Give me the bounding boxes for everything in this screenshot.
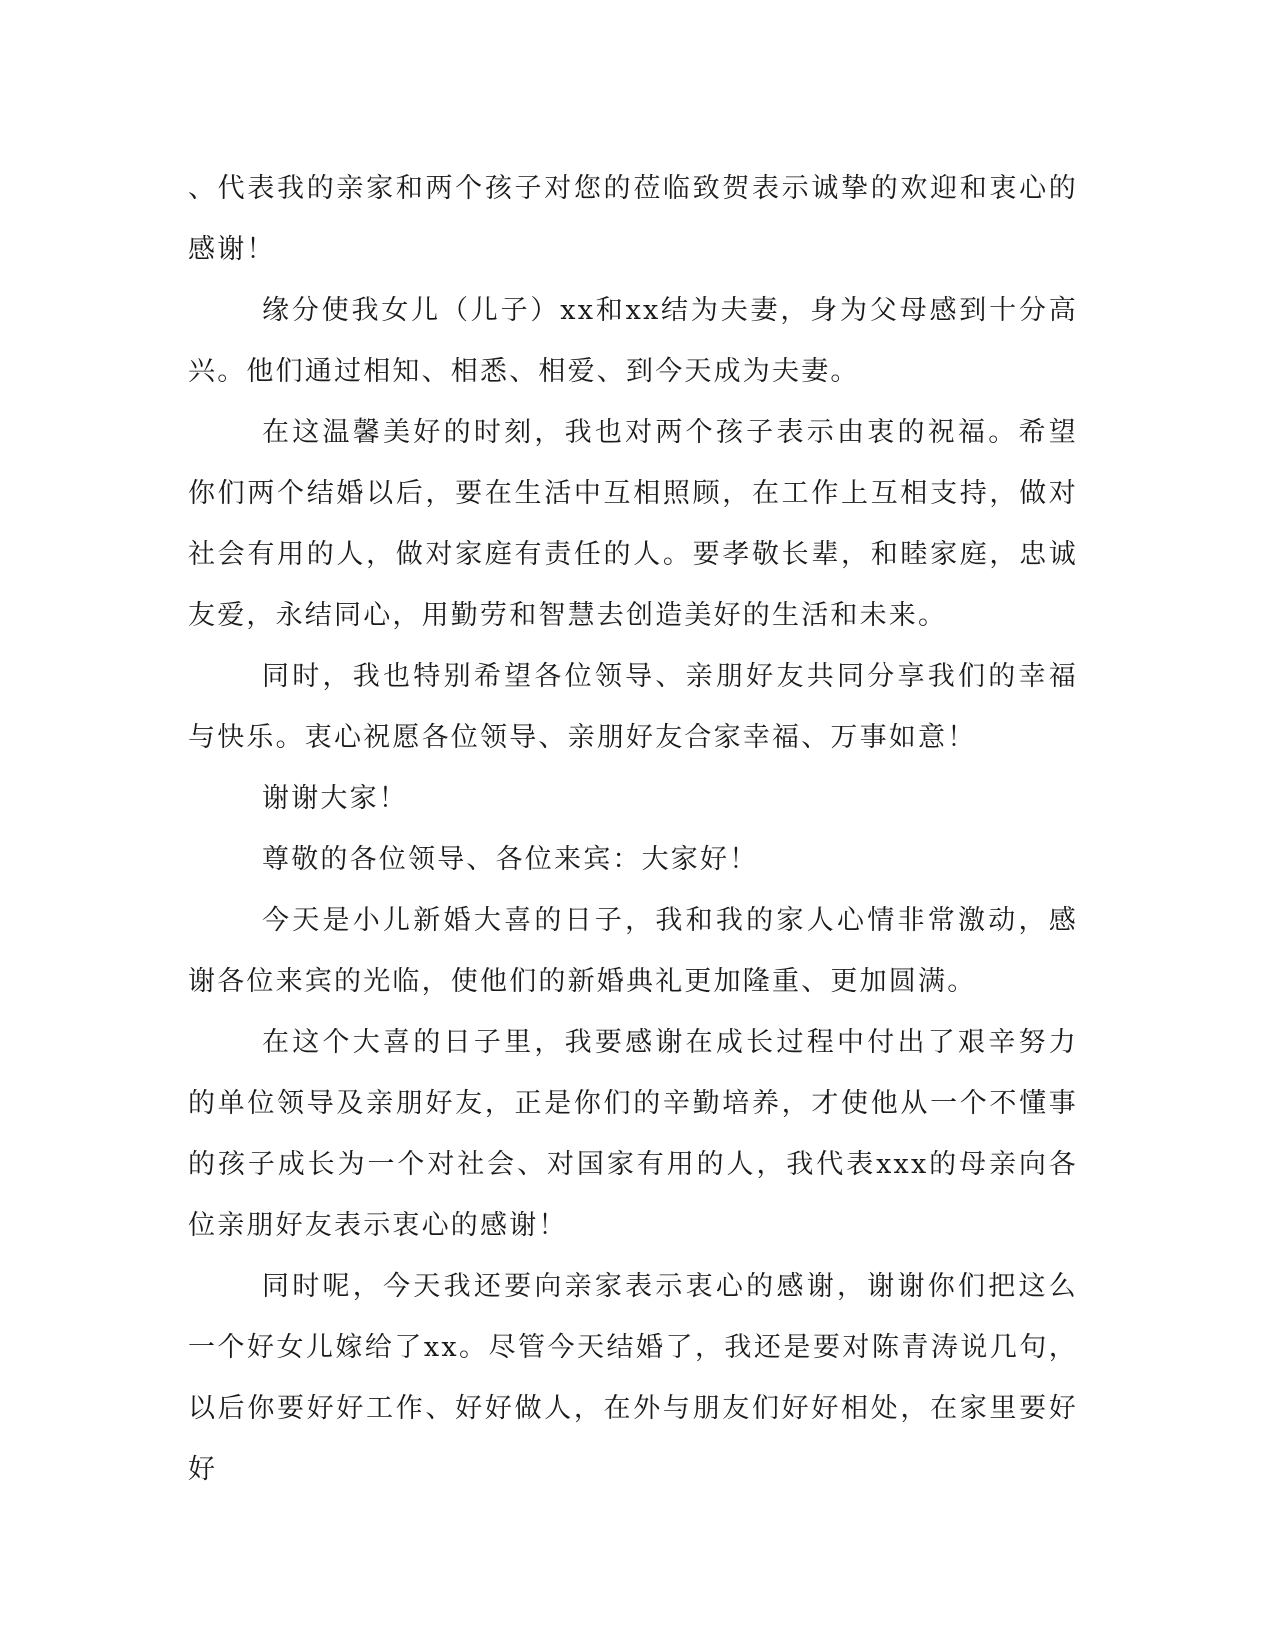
paragraph-4: 同时，我也特别希望各位领导、亲朋好友共同分享我们的幸福与快乐。衷心祝愿各位领导、亲朋好友合家幸福、万事如意！	[188, 661, 1078, 753]
document-body	[188, 158, 1078, 1500]
paragraph-9: 同时呢，今天我还要向亲家表示衷心的感谢，谢谢你们把这么一个好女儿嫁给了xx。尽管今天结婚了，我还是要对陈青涛说几句，以后你要好好工作、好好做人，在外与朋友们好好相处，在家里要好好	[188, 1271, 1078, 1485]
paragraph-7: 今天是小儿新婚大喜的日子，我和我的家人心情非常激动，感谢各位来宾的光临，使他们的新婚典礼更加隆重、更加圆满。	[188, 905, 1078, 997]
paragraph-5: 谢谢大家！	[262, 783, 408, 814]
paragraph-6: 尊敬的各位领导、各位来宾：大家好！	[262, 844, 759, 875]
paragraph-3: 在这温馨美好的时刻，我也对两个孩子表示由衷的祝福。希望你们两个结婚以后，要在生活中互相照顾，在工作上互相支持，做对社会有用的人，做对家庭有责任的人。要孝敬长辈，和睦家庭，忠诚友爱，永结同心，用勤劳和智慧去创造美好的生活和未来。	[188, 417, 1078, 631]
paragraph-8: 在这个大喜的日子里，我要感谢在成长过程中付出了艰辛努力的单位领导及亲朋好友，正是你们的辛勤培养，才使他从一个不懂事的孩子成长为一个对社会、对国家有用的人，我代表xxx的母亲向各位亲朋好友表示衷心的感谢！	[188, 1027, 1078, 1241]
paragraph-2: 缘分使我女儿（儿子）xx和xx结为夫妻，身为父母感到十分高兴。他们通过相知、相悉、相爱、到今天成为夫妻。	[188, 295, 1078, 387]
paragraph-1: 、代表我的亲家和两个孩子对您的莅临致贺表示诚挚的欢迎和衷心的感谢！	[188, 173, 1078, 265]
